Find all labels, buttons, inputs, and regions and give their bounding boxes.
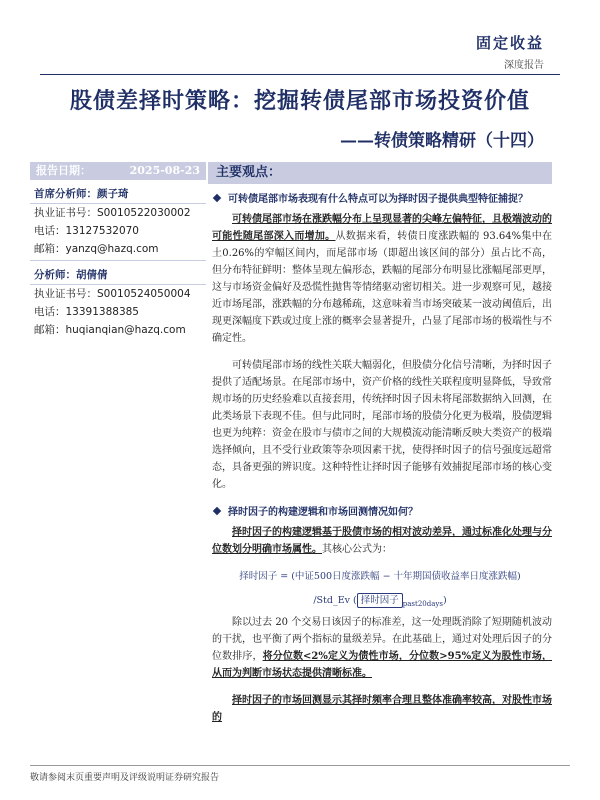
cert-label: 执业证书号： bbox=[34, 288, 97, 300]
paragraph-3-body: 其核心公式为： bbox=[322, 544, 392, 555]
email-label: 邮箱： bbox=[34, 243, 66, 255]
question-2 bbox=[208, 503, 552, 518]
paragraph-5-highlight: 择时因子的市场回测显示其择时频率合理且整体准确率较高，对股性市场的 bbox=[212, 695, 552, 723]
analyst-role: 首席分析师：颜子琦 bbox=[30, 184, 206, 204]
paragraph-4-highlight: 将分位数<2%定义为债性市场，分位数>95%定义为股性市场，从而为判断市场状态提供清晰标准。 bbox=[212, 651, 553, 679]
main-views-heading: 主要观点： bbox=[208, 162, 552, 184]
paragraph-4 bbox=[208, 614, 552, 682]
page-footer: 敬请参阅末页重要声明及评级说明证券研究报告 bbox=[30, 765, 570, 783]
question-2-text: 择时因子的构建逻辑和市场回测情况如何？ bbox=[228, 507, 418, 518]
header-divider bbox=[40, 74, 560, 75]
formula-factor: 择时因子 bbox=[357, 593, 403, 608]
formula-std-ev: /Std_Ev bbox=[313, 595, 351, 606]
diamond-bullet-icon bbox=[213, 506, 221, 514]
cert-label: 执业证书号： bbox=[34, 207, 97, 219]
analyst-sidebar bbox=[30, 162, 206, 339]
question-1 bbox=[208, 190, 552, 205]
report-subtitle: ——转债策略精研（十四） bbox=[340, 131, 544, 151]
analyst-role: 分析师：胡倩倩 bbox=[30, 265, 206, 285]
phone-label: 电话： bbox=[34, 306, 66, 318]
report-category: 固定收益 bbox=[475, 34, 544, 52]
analyst-divider bbox=[30, 260, 206, 261]
email-label: 邮箱： bbox=[34, 324, 66, 336]
analyst-block-2 bbox=[30, 265, 206, 339]
formula-subscript: past20days bbox=[402, 600, 443, 608]
formula-line-1: 择时因子 = (中证500日度涨跌幅 − 十年期国债收益率日度涨跌幅) bbox=[239, 571, 521, 582]
report-date-bar bbox=[30, 162, 206, 180]
paragraph-2: 可转债尾部市场的线性关联大幅弱化，但股债分化信号清晰，为择时因子提供了适配场景。在尾部市场中，资产价格的线性关联程度明显降低，导致常规市场的历史经验难以直接套用，传统择时因子因未将尾部数据纳入回测，在此类场景下表现不佳。但与此同时，尾部市场的股债分化更为极端，股债逻辑也更为纯粹：资金在股市与债市之间的大规模流动能清晰反映大类资产的极端选择倾向，且不受行业政策等杂项因素干扰，使得择时因子的信号强度远超常态，具备更强的辨识度。这种特性让择时因子能够有效捕捉尾部市场的核心变化。 bbox=[212, 360, 552, 490]
analyst-block-1 bbox=[30, 184, 206, 258]
formula: 择时因子 = (中证500日度涨跌幅 − 十年期国债收益率日度涨跌幅) /Std_Ev ( 择时因子 $_{past20days}$) bbox=[208, 568, 552, 608]
report-title: 股债差择时策略：挖掘转债尾部市场投资价值 bbox=[69, 88, 530, 114]
paragraph-1-highlight: 可转债尾部市场在涨跌幅分布上呈现显著的尖峰左偏特征，且极端波动的可能性随尾部深入而增加。 bbox=[212, 214, 552, 242]
main-content bbox=[208, 162, 552, 736]
diamond-bullet-icon bbox=[213, 193, 221, 201]
cert-number: S0010524050004 bbox=[97, 288, 191, 300]
paragraph-5 bbox=[208, 692, 552, 726]
phone-label: 电话： bbox=[34, 225, 66, 237]
report-type: 深度报告 bbox=[504, 60, 544, 71]
cert-number: S0010522030002 bbox=[97, 207, 191, 219]
paragraph-1 bbox=[208, 211, 552, 347]
paragraph-4-body: 除以过去 20 个交易日该因子的标准差，这一处理既消除了短期随机波动的干扰，也平衡了两个指标的量级差异。在此基础上，通过对处理后因子的分位数排序， bbox=[212, 617, 552, 662]
report-date-label: 报告日期： bbox=[36, 164, 91, 177]
paragraph-1-body: 从数据来看，转债日度涨跌幅的 93.64%集中在土0.26%的窄幅区间内，而尾部市场（即超出该区间的部分）虽占比不高，但分布特征鲜明：整体呈现左偏形态，跌幅的尾部分布明显比涨幅尾部更厚，这与市场资金偏好及恐慌性抛售等情绪驱动密切相关。进一步观察可见，越接近市场尾部，涨跌幅的分布越稀疏，这意味着当市场突破某一波动阈值后，出现更深幅度下跌或过度上涨的概率会显著提升，凸显了尾部市场的极端性与不确定性。 bbox=[212, 231, 553, 344]
paragraph-3-highlight: 择时因子的构建逻辑基于股债市场的相对波动差异，通过标准化处理与分位数划分明确市场属性。 bbox=[212, 527, 552, 555]
phone-number: 13391388385 bbox=[65, 306, 139, 318]
question-1-text: 可转债尾部市场表现有什么特点可以为择时因子提供典型特征捕捉？ bbox=[228, 194, 528, 205]
email-link[interactable]: yanzq@hazq.com bbox=[65, 243, 159, 255]
email-link[interactable]: huqianqian@hazq.com bbox=[65, 324, 186, 336]
phone-number: 13127532070 bbox=[65, 225, 139, 237]
paragraph-3 bbox=[208, 524, 552, 558]
report-header bbox=[476, 32, 544, 71]
report-date: 2025-08-23 bbox=[129, 164, 200, 177]
